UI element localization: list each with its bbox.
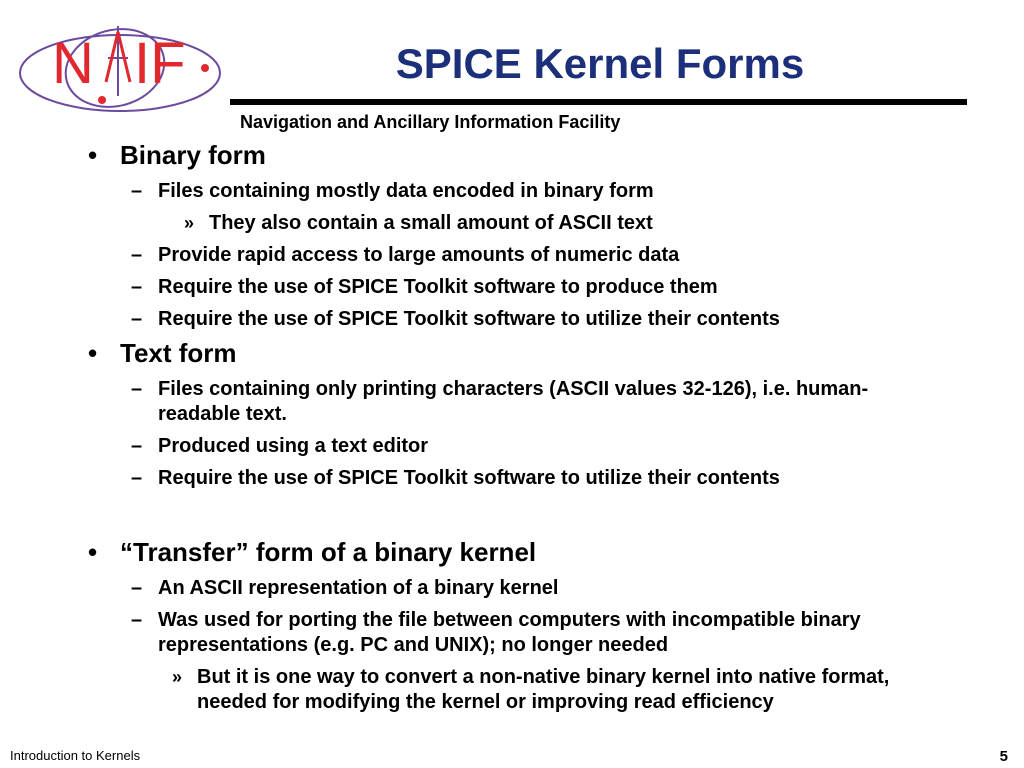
naif-logo [10,18,230,118]
logo-letter-n: N [52,31,94,96]
list-item-text: Require the use of SPICE Toolkit software to produce them [158,276,718,298]
list-item [0,243,918,268]
sub-list-item [0,665,957,715]
dash-marker: – [131,378,143,400]
sub-list-item [0,211,1024,236]
dash-marker: – [131,276,143,298]
list-item [0,377,918,427]
section-spacer [0,491,1024,535]
bullet-marker: • [88,140,98,170]
footer-course-title: Introduction to Kernels [10,748,141,763]
list-item-text: Was used for porting the file between computers with incompatible binary representations (e.g. PC and UNIX); no longer needed [158,609,861,656]
dash-marker: – [131,577,143,599]
dash-marker: – [131,609,143,631]
title-divider [230,99,967,105]
section-heading [0,535,1024,569]
list-item [0,434,918,459]
section-heading [0,138,1024,172]
list-item [0,275,918,300]
list-item-text: Files containing mostly data encoded in binary form [158,180,654,202]
dash-marker: – [131,244,143,266]
list-item-text: Produced using a text editor [158,435,429,457]
list-item-text: Provide rapid access to large amounts of numeric data [158,244,680,266]
list-item-text: Files containing only printing characters (ASCII values 32-126), i.e. human-readable text. [158,378,869,425]
bullet-marker: • [88,537,98,567]
list-item [0,307,918,332]
logo-letters-if: IF [134,31,186,96]
page-number: 5 [999,748,1008,765]
dash-marker: – [131,308,143,330]
chevron-marker: » [184,213,195,233]
bullet-marker: • [88,338,98,368]
section-title: Binary form [120,140,266,170]
list-item [0,179,918,204]
section-title: Text form [120,338,237,368]
list-item [0,466,918,491]
list-item [0,576,918,601]
dash-marker: – [131,435,143,457]
sub-list-item-text: They also contain a small amount of ASCII text [209,212,653,234]
slide-content [0,138,1024,715]
section-title: “Transfer” form of a binary kernel [120,537,537,567]
list-item [0,608,918,658]
section-heading [0,336,1024,370]
page-title: SPICE Kernel Forms [395,40,805,87]
dash-marker: – [131,180,143,202]
dash-marker: – [131,467,143,489]
page-subtitle: Navigation and Ancillary Information Facility [240,112,621,132]
list-item-text: Require the use of SPICE Toolkit software to utilize their contents [158,467,780,489]
list-item-text: An ASCII representation of a binary kernel [158,577,559,599]
list-item-text: Require the use of SPICE Toolkit software to utilize their contents [158,308,780,330]
chevron-marker: » [172,667,183,687]
sub-list-item-text: But it is one way to convert a non-native binary kernel into native format, needed for modifying the kernel or improving read efficiency [197,666,890,713]
